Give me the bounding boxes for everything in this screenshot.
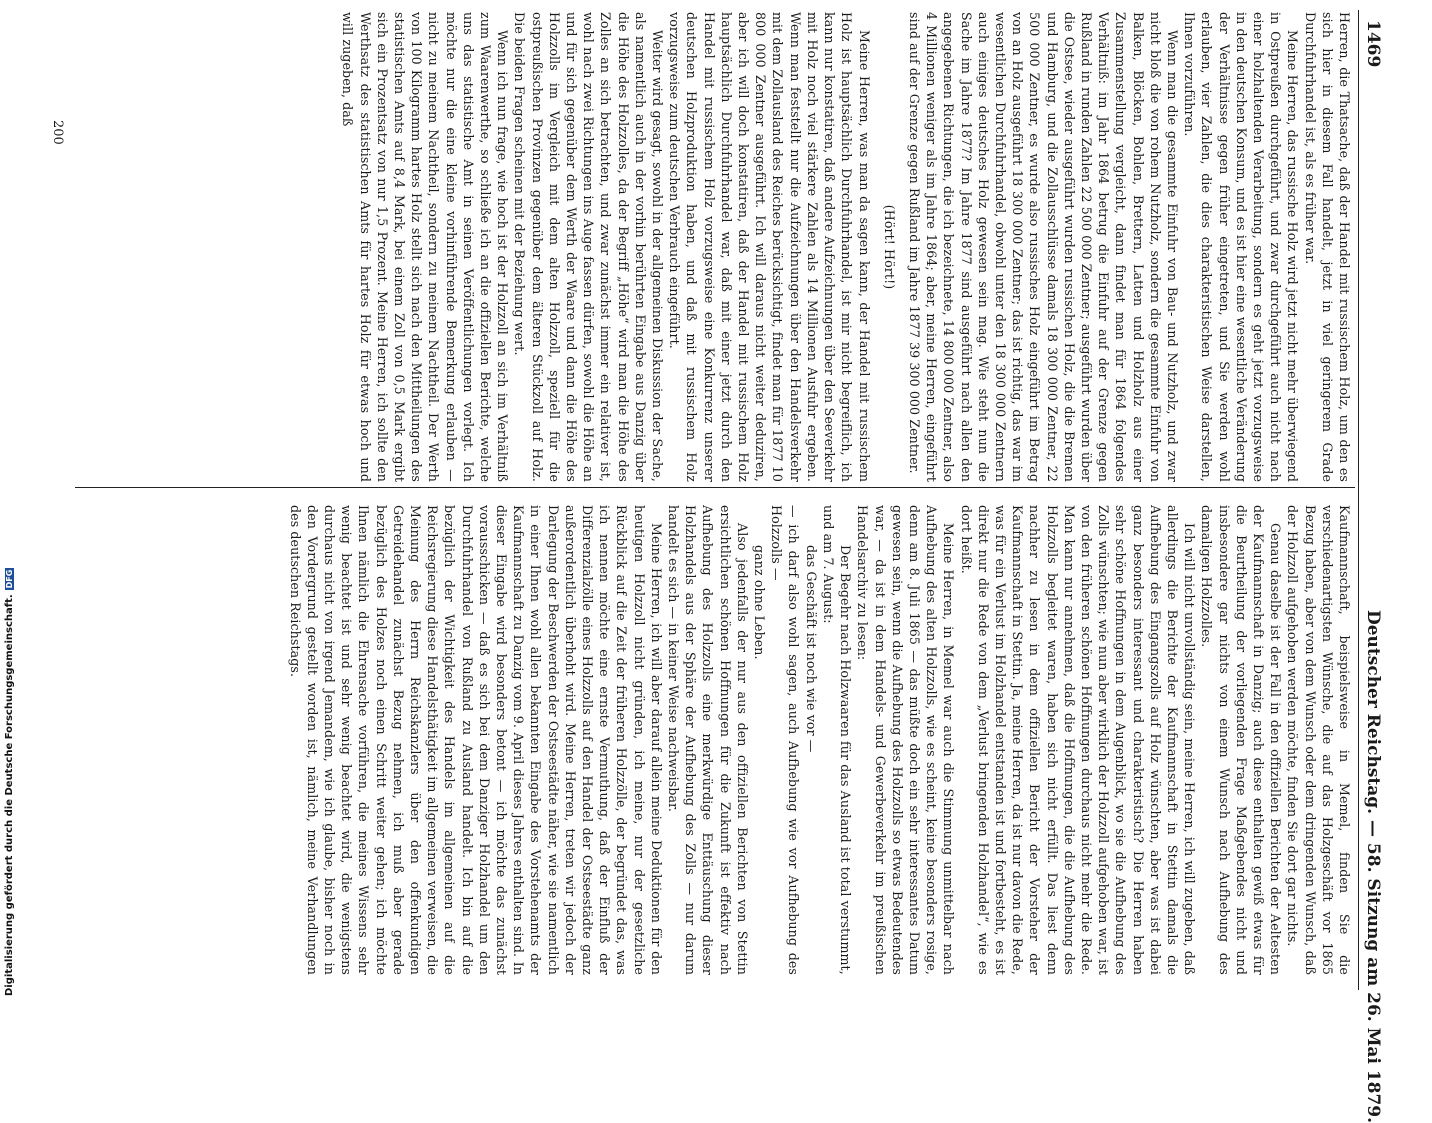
running-header	[1357, 0, 1387, 1123]
paragraph: Ich will nicht unvollständig sein, meine Herren, ich will zugeben, daß allerdings die Berichte der Kaufmannschaft in Stettin damals die Aufhebung des Eingangszolls auf Holz wünschten, aber was ist dabei ganz besonders interessant und charakteristisch? Die Herren haben sehr schöne Hoffnungen in dem Augenblick, wo sie die Aufhebung des Zolls wünschten; wie nun aber wirklich der Holzzoll aufgehoben war, ist von den früheren schönen Hoffnungen durchaus nicht mehr die Rede. Man kann nur annehmen, daß die Hoffnungen, die die Aufhebung des Holzzolls begleitet waren, haben sich nicht erfüllt. Das liest denn nachher zu lesen in dem offiziellen Bericht der Vorsteher der Kaufmannschaft in Stettin. Ja, meine Herren, da ist nur davon die Rede, was für ein Verlust im Holzhandel entstanden ist und fortbesteht, es ist direkt nur die Rede von dem „Verlust bringenden Holzhandel“, wie es dort heißt.	[958, 505, 1198, 975]
paragraph: Meine Herren, was man da sagen kann, der Handel mit russischem Holz ist hauptsächlich Durchfuhrhandel, ist mir nicht begreiflich, ich kann nur konstatiren, daß andere Aufzeichnungen über den Seeverkehr mit Holz noch viel stärkere Zahlen als 14 Millionen Ausfuhr ergeben. Wenn man feststellt nur die Aufzeichnungen über den Handelsverkehr mit dem Zollausland des Reiches berücksichtigt, findet man für 1877 10 800 000 Zentner ausgeführt. Ich will daraus nicht weiter deduziren, aber ich will doch konstatiren, daß der Handel mit russischem Holz hauptsächlich Durchfuhrhandel war, daß mit einer jetzt durch den Handel mit russischem Holz vorzugsweise eine Konkurrenz unserer deutschen Holzproduktion haben, und daß mit russischem Holz vorzugsweise zum deutschen Verbrauch eingeführt.	[667, 12, 872, 482]
digitization-credit	[4, 569, 22, 996]
paragraph: Genau daselbe ist der Fall in den offiziellen Berichten der Aeltesten der Kaufmannschaft in Danzig; auch diese enthalten gewiß etwas für die Beurtheilung der vorliegenden Frage Maßgebendes nicht und insbesondere gar nichts von einem Wunsch nach Aufhebung des damaligen Holzzolles.	[1199, 505, 1284, 975]
credit-text: Digitalisierung gefördert durch die Deutsche Forschungsgemeinschaft.	[4, 594, 15, 996]
paragraph: das Geschäft ist noch wie vor —	[803, 545, 819, 753]
column-right	[73, 12, 1353, 482]
paragraph: (Hört! Hört!)	[881, 204, 897, 290]
paragraph: Meine Herren, in Memel war auch die Stimmung unmittelbar nach Aufhebung des alten Holzzolls, wie es scheint, keine besonders rosige, denn am 8. Juli 1865 — das müßte doch ein sehr interessantes Datum gewesen sein, wenn die Aufhebung des Holzzolls so etwas Bedeutendes war, — da ist in dem Handels- und Gewerbeverkehr im preußischen Handelsarchiv zu lesen:	[855, 505, 957, 975]
column-divider	[75, 487, 1355, 488]
paragraph: Meine Herren, ich will aber darauf allein meine Deduktionen für den heutigen Holzzoll nicht gründen, ich meine, nur der gesetzliche Rückblick auf die Zeit der früheren Holzzölle, der begründet das, was ich nennen möchte eine ernste Vermuthung, daß der Einfluß der Differenzialzölle eines Holzzolls auf den Handel der Ostseestädte ganz außerordentlich überhoht wird. Meine Herren, treten wir jedoch der Darlegung der Beschwerden der Ostseestädte näher, wie sie namentlich in einer Ihnen wohl allen bekannten Eingabe des Vorstehenamts der Kaufmannschaft zu Danzig vom 9. April dieses Jahres enthalten sind. In dieser Eingabe wird besonders betont — ich möchte das zunächst vorausschicken — daß es sich bei dem Danziger Holzhandel um den Durchfuhrhandel von Rußland zu Ausland handelt. Ich bin auf die bezüglich der Wichtigkeit des Handels im allgemeinen auf die Reichsregierung diese Handelsthätigkeit im allgemeinen verweisen, die Meinung des Herrn Reichskanzlers über den offenkundigen Getreidehandel zunächst Bezug nehmen, ich muß aber gerade bezüglich des Holzes noch einen Schritt weiter gehen; ich möchte Ihnen nämlich die Ehrensache vorführen, die meines Wissens sehr wenig beachtet ist und sehr wenig beachtet wird, die wenigstens durchaus nicht von irgend Jemandem, wie ich glaube, bisher noch in den Vordergrund gestellt worden ist, nämlich, meine Verhandlungen des deutschen Reichstags.	[287, 505, 664, 975]
paragraph: Wenn ich nun frage, wie hoch ist der Holzzoll an sich im Verhältniß zum Waarenwerthe, so schließe ich an die offiziellen Berichte, welche uns das statistische Amt in seinen Veröffentlichungen vorlegt. Ich möchte nur die eine kleine vorhinführende Bemerkung erlauben — nicht zu meinem Nachtheil, sondern zu meinem Nachtheil. Der Werth von 100 Kilogramm hartes Holz stellt sich nach den Mittheilungen des statistischen Amts auf 8,4 Mark, bei einem Zoll von 0,5 Mark ergibt sich ein Prozentsatz von nur 1,5 Prozent. Meine Herren, ich sollte den Werthsatz des statistischen Amts für hartes Holz für etwas hoch und will zugeben, daß	[340, 12, 511, 482]
paragraph: Herren, die Thatsache, daß der Handel mit russischem Holz, um den es sich hier in diesem Fall handelt, jetzt in viel geringerem Grade Durchfuhrhandel ist, als es früher war.	[1302, 12, 1352, 482]
dfg-logo-icon: DFG	[5, 569, 14, 589]
paragraph: Wenn man die gesammte Einfuhr von Bau- und Nutzholz, und zwar nicht bloß die von rohem Nutzholz, sondern die gesammte Einfuhr von Balken, Blöcken, Bohlen, Brettern, Latten und Holzholz aus einer Zusammenstellung vergleicht, dann findet man für 1864 folgendes Verhältniß: im Jahr 1864 betrug die Einfuhr auf der Grenze gegen Rußland in runden Zahlen 22 500 000 Zentner; ausgeführt wurden über die Ostsee, wieder ausgeführt wurden russischen Holz, die die Bremen und Hamburg, und die Zollausschlüsse damals 18 300 000 Zentner, 22 500 000 Zentner, es wurde also russisches Holz eingeführt im Betrag von an Holz ausgeführt 18 300 000 Zentner; das ist richtig, das war im wesentlichen Durchfuhrhandel, obwohl unter den 18 300 000 Zentnern auch einiges deutsches Holz gewesen sein mag. Wie steht nun die Sache im Jahre 1877? Im Jahre 1877 sind ausgeführt nach allen den angegebenen Richtungen, die ich bezeichnete, 14 800 000 Zentner, also 4 Millionen weniger als im Jahre 1864; aber, meine Herren, eingeführt sind auf der Grenze gegen Rußland im Jahre 1877 39 300 000 Zentner.	[906, 12, 1180, 482]
column-left	[73, 505, 1353, 975]
paragraph: Also jedenfalls der nur aus den offiziellen Berichten von Stettin ersichtlichen schönen Hoffnungen für die Zukunft ist effektiv nach Aufhebung des Holzzolls eine merkwürdige Enttäuschung dieser Holzhandels aus der Sphäre der Aufhebung des Zolls — nur darum handelt es sich — in keiner Weise nachweisbar.	[666, 505, 750, 975]
signature-mark: 200	[50, 120, 65, 145]
paragraph: Meine Herren, das russische Holz wird jetzt nicht mehr überwiegend in Ostpreußen durchgeführt, und zwar durchgeführt auch nicht nach einer holzhaltenden Verarbeitung, sondern es geht jetzt vorzugsweise in den deutschen Konsum, und es ist hier eine wesentliche Veränderung der Verhältnisse gegen früher eingetreten, und Sie werden wohl erlauben, vier Zahlen, die dies charakteristischen Weise darstellen, Ihnen vorzuführen.	[1182, 12, 1301, 482]
header-rule	[1358, 10, 1359, 990]
paragraph: Kaufmannschaft, beispielsweise in Memel, finden Sie die verschiedenartigsten Wünsche, die auf das Holzgeschäft vor 1865 Bezug haben, aber von dem Wunsch oder dem dringenden Wunsch, daß der Holzzoll aufgehoben werden möchte, finden Sie dort gar nichts.	[1285, 505, 1352, 975]
paragraph: Weiter wird gesagt, sowohl in der allgemeinen Diskussion der Sache, als namentlich auch in der vorhin berührten Eingabe aus Danzig über die Höhe des Holzzolles, da der Begriff „Höhe“ wird man die Höhe des Zolles an sich betrachten, und zwar zunächst immer ein relativer ist, wohl nach zwei Richtungen ins Auge fassen dürfen, sowohl die Höhe an und für sich gegenüber dem Werth der Waare und dann die Höhe des Holzzolls im Vergleich mit dem alten Holzzoll, speziell für die ostpreußischen Provinzen gegenüber dem älteren Stückzoll auf Holz. Die beiden Fragen scheinen mit der Beziehung wert.	[512, 12, 666, 482]
paragraph: Der Begehr nach Holzwaaren für das Ausland ist total verstummt,	[838, 545, 854, 975]
paragraph: ganz ohne Leben.	[752, 545, 768, 660]
paragraph: — ich darf also wohl sagen, auch Aufhebung wie vor Aufhebung des Holzzolls —	[769, 505, 802, 975]
header-title: Deutscher Reichstag. — 58. Sitzung am 26. Mai 1879.	[1363, 610, 1383, 1123]
page-number: 1469	[1363, 20, 1383, 68]
paragraph: und am 7. August:	[820, 505, 836, 624]
